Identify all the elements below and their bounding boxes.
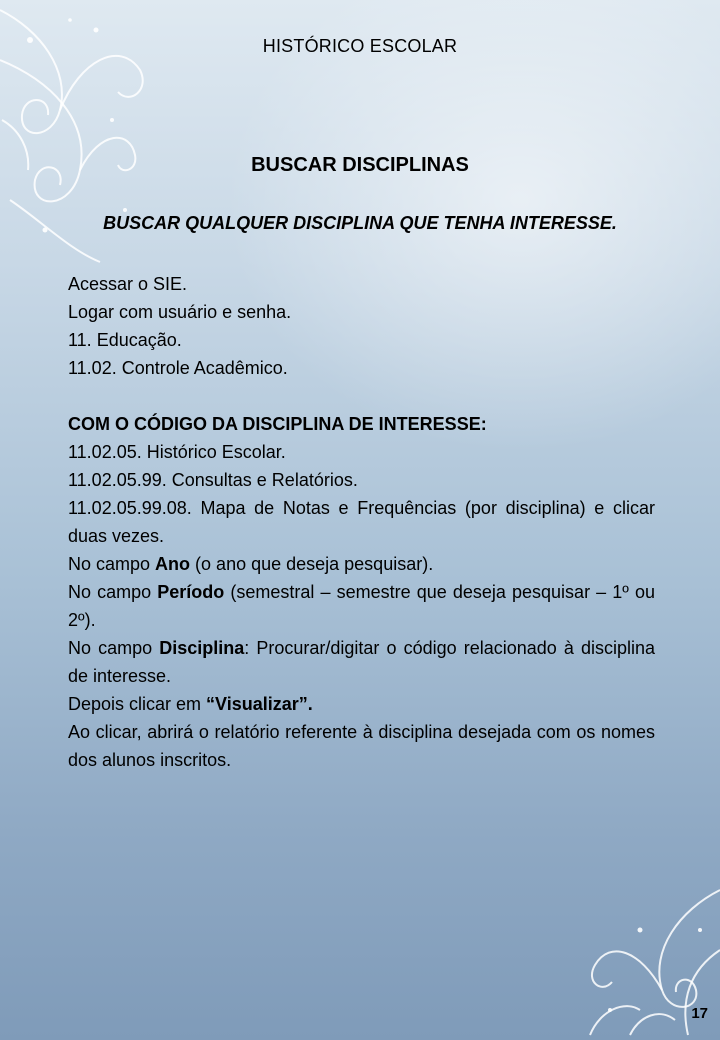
step-campo-periodo: [68, 578, 655, 634]
disciplina-prefix: No campo: [68, 638, 160, 658]
ano-description: (o ano que deseja pesquisar).: [190, 554, 434, 574]
ano-field-label: Ano: [155, 554, 191, 574]
periodo-prefix: No campo: [68, 582, 158, 602]
page-number: 17: [691, 1005, 708, 1022]
step-final-result: Ao clicar, abrirá o relatório referente à disciplina desejada com os nomes dos alunos inscritos.: [68, 722, 655, 770]
step-historico-escolar: 11.02.05. Histórico Escolar.: [68, 442, 286, 462]
periodo-description: (semestral – semestre que deseja pesquisar – 1º ou 2º).: [68, 582, 655, 630]
step-mapa-notas: 11.02.05.99.08. Mapa de Notas e Frequências (por disciplina) e clicar duas vezes.: [68, 498, 655, 546]
paragraph-gap: [68, 382, 655, 410]
instructions-body: [68, 270, 655, 774]
visualizar-prefix: Depois clicar em: [68, 694, 207, 714]
visualizar-label: “Visualizar”.: [206, 694, 313, 714]
step-visualizar: [68, 690, 655, 718]
page-header-title: HISTÓRICO ESCOLAR: [262, 36, 458, 56]
step-educacao: 11. Educação.: [68, 330, 182, 350]
step-campo-ano: [68, 550, 655, 578]
step-campo-disciplina: [68, 634, 655, 690]
step-controle-academico: 11.02. Controle Acadêmico.: [68, 358, 288, 378]
disciplina-description: : Procurar/digitar o código relacionado à disciplina de interesse.: [68, 638, 655, 686]
ano-prefix: No campo: [68, 554, 156, 574]
disciplina-field-label: Disciplina: [159, 638, 245, 658]
periodo-field-label: Período: [157, 582, 225, 602]
step-access-sie: Acessar o SIE.: [68, 274, 188, 294]
section-title: BUSCAR DISCIPLINAS: [251, 154, 469, 176]
step-consultas-relatorios: 11.02.05.99. Consultas e Relatórios.: [68, 470, 358, 490]
section-subtitle: BUSCAR QUALQUER DISCIPLINA QUE TENHA INTERESSE.: [103, 213, 617, 233]
step-login: Logar com usuário e senha.: [68, 302, 292, 322]
code-heading: COM O CÓDIGO DA DISCIPLINA DE INTERESSE:: [68, 414, 487, 434]
